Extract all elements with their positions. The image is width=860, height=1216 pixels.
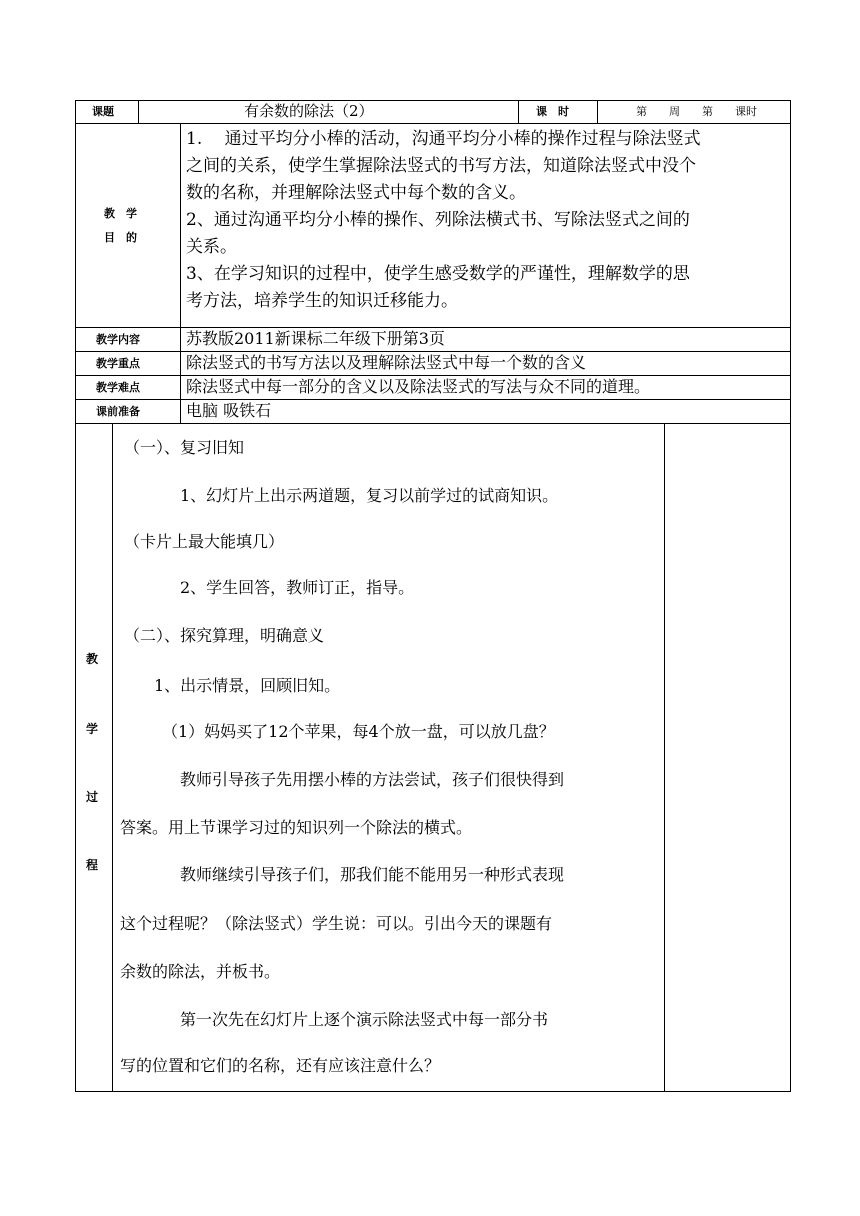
table-row-line — [75, 399, 791, 400]
header-divider — [597, 100, 598, 123]
process-line: 教师继续引导孩子们，那我们能不能用另一种形式表现 — [180, 865, 565, 884]
table-top-border — [75, 100, 791, 101]
objective-line: 关系。 — [186, 237, 237, 257]
topic-title: 有余数的除法（2） — [244, 102, 374, 120]
row-value-preparation: 电脑 吸铁石 — [186, 401, 272, 420]
process-label-char: 程 — [86, 858, 99, 872]
process-line: 1、幻灯片上出示两道题，复习以前学过的试商知识。 — [180, 486, 559, 505]
process-line: 第一次先在幻灯片上逐个演示除法竖式中每一部分书 — [180, 1010, 549, 1029]
row-label-preparation: 课前准备 — [96, 405, 140, 418]
table-row-line — [75, 375, 791, 376]
process-line: 这个过程呢？（除法竖式）学生说：可以。引出今天的课题有 — [120, 914, 553, 933]
table-bottom-border — [75, 1091, 791, 1092]
process-line: 2、学生回答，教师订正，指导。 — [180, 578, 415, 597]
table-right-border — [790, 100, 791, 1092]
period-value: 第 周 第 课时 — [636, 105, 757, 118]
process-label-char: 学 — [86, 722, 99, 736]
row-label-content: 教学内容 — [96, 333, 140, 346]
objectives-text — [186, 131, 786, 320]
objectives-label-line2: 目 的 — [104, 231, 137, 244]
objective-line: 3、在学习知识的过程中，使学生感受数学的严谨性，理解数学的思 — [186, 264, 690, 284]
process-line: （1）妈妈买了12个苹果，每4个放一盘，可以放几盘？ — [162, 722, 555, 741]
process-line: 写的位置和它们的名称，还有应该注意什么？ — [120, 1056, 441, 1075]
process-line: （卡片上最大能填几） — [124, 532, 285, 551]
process-label-divider — [112, 423, 113, 1091]
table-row-line — [75, 327, 791, 328]
table-row-line — [75, 351, 791, 352]
table-row-line — [75, 423, 791, 424]
process-line: 1、出示情景，回顾旧知。 — [154, 676, 341, 695]
header-divider — [518, 100, 519, 123]
objective-line: 考方法，培养学生的知识迁移能力。 — [186, 291, 458, 311]
process-line: 教师引导孩子先用摆小棒的方法尝试，孩子们很快得到 — [180, 770, 565, 789]
process-line: 余数的除法，并板书。 — [120, 962, 281, 981]
objectives-label-line1: 教 学 — [104, 207, 137, 220]
process-label-char: 过 — [86, 790, 99, 804]
process-notes-divider — [664, 423, 665, 1091]
row-label-keypoint: 教学重点 — [96, 357, 140, 370]
header-divider — [138, 100, 139, 123]
table-left-border — [75, 100, 76, 1092]
process-heading-review: （一）、复习旧知 — [124, 438, 245, 457]
objective-line: 2、通过沟通平均分小棒的操作、列除法横式书、写除法竖式之间的 — [186, 210, 690, 230]
row-value-difficulty: 除法竖式中每一部分的含义以及除法竖式的写法与众不同的道理。 — [186, 377, 651, 396]
row-value-content: 苏教版2011新课标二年级下册第3页 — [186, 329, 445, 348]
label-column-divider — [180, 123, 181, 423]
row-label-difficulty: 教学难点 — [96, 381, 140, 394]
period-label: 课 时 — [536, 105, 569, 118]
objective-line: 1. 通过平均分小棒的活动，沟通平均分小棒的操作过程与除法竖式 — [186, 129, 701, 149]
process-line: 答案。用上节课学习过的知识列一个除法的横式。 — [120, 818, 473, 837]
process-label-char: 教 — [86, 652, 99, 666]
process-heading-explore: （二）、探究算理，明确意义 — [124, 626, 325, 645]
row-value-keypoint: 除法竖式的书写方法以及理解除法竖式中每一个数的含义 — [186, 353, 587, 372]
objective-line: 之间的关系，使学生掌握除法竖式的书写方法，知道除法竖式中没个 — [186, 156, 696, 176]
objective-line: 数的名称，并理解除法竖式中每个数的含义。 — [186, 183, 526, 203]
table-row-line — [75, 123, 791, 124]
topic-label: 课题 — [92, 105, 114, 118]
